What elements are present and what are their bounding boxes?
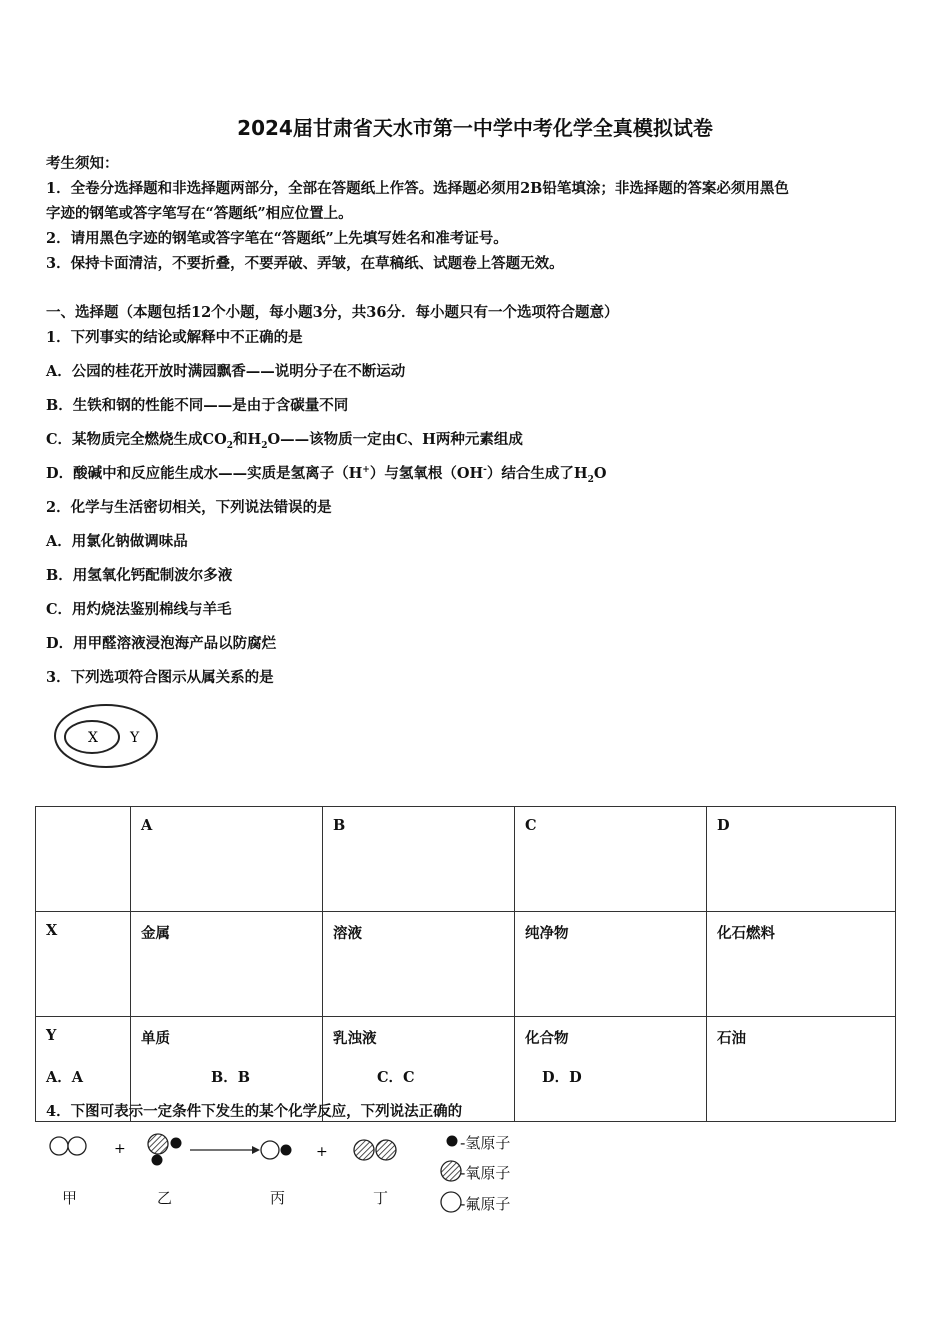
table-cell: 化合物 (515, 1017, 707, 1122)
table-cell: 化石燃料 (707, 912, 896, 1017)
venn-label-y: Y (130, 730, 140, 746)
table-cell: D (707, 807, 896, 912)
q1-option-c: C．某物质完全燃烧生成$CO_2$和$H_2O——$该物质一定由C、H两种元素组成 (46, 431, 523, 451)
q3-answer-d: D．D (542, 1069, 582, 1086)
molecule-yi (148, 1134, 182, 1166)
notice-heading: 考生须知： (46, 155, 119, 172)
plus-sign: + (114, 1141, 126, 1157)
molecule-ding (354, 1140, 396, 1160)
table-cell: C (515, 807, 707, 912)
species-label: 丙 (270, 1189, 286, 1207)
plus-sign: + (316, 1144, 328, 1160)
species-label: 甲 (62, 1189, 78, 1207)
q1-stem: 1．下列事实的结论或解释中不正确的是 (46, 329, 303, 346)
notice-item: 2．请用黑色字迹的钢笔或答字笔在“答题纸”上先填写姓名和准考证号。 (46, 230, 508, 247)
notice-item: 1．全卷分选择题和非选择题两部分，全部在答题纸上作答。选择题必须用2B铅笔填涂；非选择题的答案必须用黑色 (46, 180, 789, 197)
table-cell: B (323, 807, 515, 912)
table-cell: 溶液 (323, 912, 515, 1017)
table-cell: X (36, 912, 131, 1017)
table-cell: Y (36, 1017, 131, 1122)
species-label: 乙 (157, 1189, 173, 1207)
molecule-bing (261, 1141, 292, 1159)
q3-answer-b: B．B (211, 1069, 251, 1086)
legend-fluorine: -氟原子 (460, 1195, 511, 1213)
table-cell (36, 807, 131, 912)
table-cell: 石油 (707, 1017, 896, 1122)
q1-option-a: A．公园的桂花开放时满园飘香——说明分子在不断运动 (46, 363, 406, 380)
q1-option-d: D．酸碱中和反应能生成水——实质是氢离子（H+）与氢氧根（OH-）结合生成了$H_2O$ (46, 465, 607, 485)
q3-options-table (35, 806, 896, 1122)
q3-stem: 3．下列选项符合图示从属关系的是 (46, 669, 274, 686)
q2-option-b: B．用氢氧化钙配制波尔多液 (46, 567, 233, 584)
q4-stem: 4．下图可表示一定条件下发生的某个化学反应，下列说法正确的 (46, 1103, 463, 1120)
venn-diagram (52, 702, 164, 774)
molecule-jia (50, 1137, 86, 1155)
venn-label-x: X (88, 730, 98, 746)
table-header-row (36, 807, 896, 912)
legend-oxygen: -氧原子 (460, 1164, 511, 1182)
table-cell: 单质 (131, 1017, 323, 1122)
q2-stem: 2．化学与生活密切相关，下列说法错误的是 (46, 499, 332, 516)
table-cell: 乳浊液 (323, 1017, 515, 1122)
page-title: 2024届甘肃省天水市第一中学中考化学全真模拟试卷 (237, 116, 713, 140)
fluorine-legend-icon (441, 1192, 461, 1212)
q2-option-a: A．用氯化钠做调味品 (46, 533, 188, 550)
table-cell: A (131, 807, 323, 912)
oxygen-legend-icon (441, 1161, 461, 1181)
arrow-head (252, 1146, 260, 1154)
q2-option-c: C．用灼烧法鉴别棉线与羊毛 (46, 601, 232, 618)
q1-option-b: B．生铁和钢的性能不同——是由于含碳量不同 (46, 397, 349, 414)
q2-option-d: D．用甲醛溶液浸泡海产品以防腐烂 (46, 635, 277, 652)
notice-item: 3．保持卡面清洁，不要折叠，不要弄破、弄皱，在草稿纸、试题卷上答题无效。 (46, 255, 564, 272)
table-cell: 金属 (131, 912, 323, 1017)
notice-item: 字迹的钢笔或答字笔写在“答题纸”相应位置上。 (46, 205, 353, 222)
q3-answer-a: A．A (46, 1069, 84, 1086)
table-cell: 纯净物 (515, 912, 707, 1017)
table-row (36, 912, 896, 1017)
section-heading: 一、选择题（本题包括12个小题，每小题3分，共36分．每小题只有一个选项符合题意） (46, 304, 619, 321)
hydrogen-legend-icon (447, 1136, 458, 1147)
q3-answer-c: C．C (377, 1069, 415, 1086)
legend-hydrogen: -氢原子 (460, 1134, 511, 1152)
species-label: 丁 (373, 1189, 389, 1207)
